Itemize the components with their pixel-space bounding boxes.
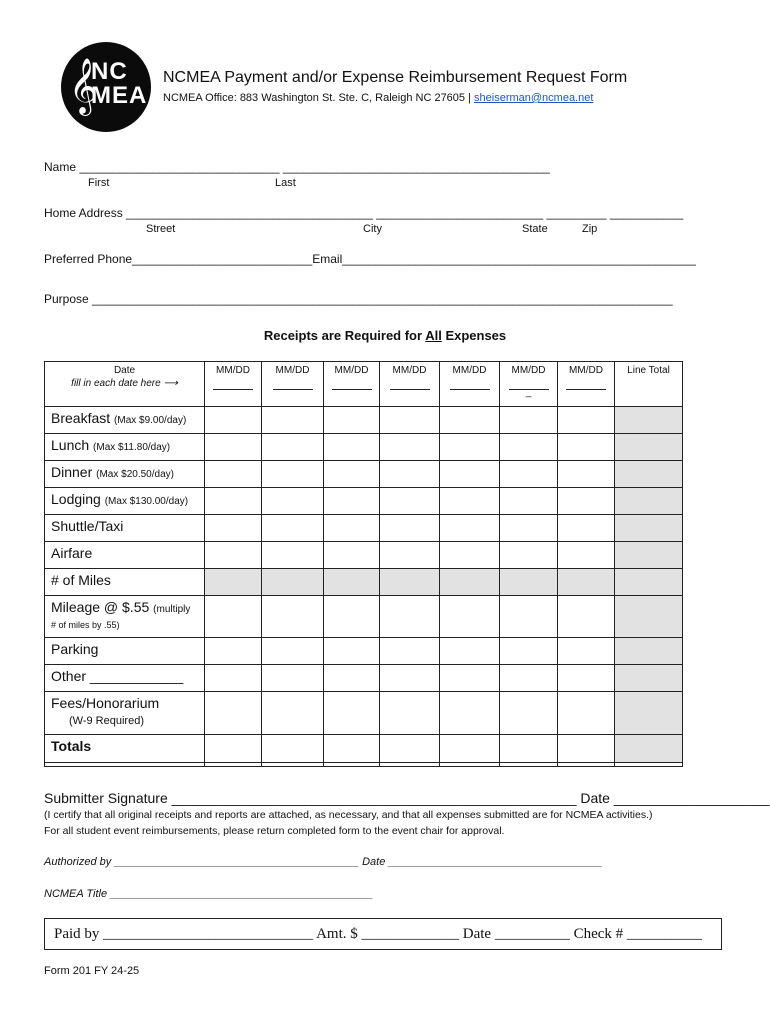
cell[interactable] (380, 638, 440, 665)
logo-text-mea: MEA (91, 82, 148, 109)
line-total-cell (615, 434, 683, 461)
row-label-mileage (45, 596, 205, 638)
row-note: (multiply (153, 604, 191, 615)
date-col-7[interactable] (558, 362, 615, 407)
fill-hint-text: fill in each date here (71, 378, 161, 389)
table-row (45, 665, 683, 692)
state-label: State (522, 223, 548, 235)
cell[interactable] (558, 488, 615, 515)
cell (558, 763, 615, 767)
cell[interactable] (380, 488, 440, 515)
date-col-5[interactable] (440, 362, 500, 407)
row-label: Mileage @ $.55 (51, 599, 150, 615)
cell[interactable] (262, 488, 324, 515)
office-address: NCMEA Office: 883 Washington St. Ste. C, Raleigh NC 27605 | (163, 92, 471, 104)
cell[interactable] (500, 638, 558, 665)
row-label-dinner (45, 461, 205, 488)
row-label-shuttle: Shuttle/Taxi (45, 515, 205, 542)
cell[interactable] (205, 407, 262, 434)
line-total-cell (615, 515, 683, 542)
cell[interactable] (262, 461, 324, 488)
cell[interactable] (500, 692, 558, 735)
first-label: First (88, 177, 110, 189)
cell[interactable] (440, 407, 500, 434)
payment-box (44, 918, 722, 950)
last-label: Last (275, 177, 296, 189)
line-total-cell (615, 407, 683, 434)
name-field[interactable]: Name ______________________________ ________________________________________ (44, 160, 550, 174)
line-total-cell (615, 569, 683, 596)
cell[interactable] (262, 665, 324, 692)
cell[interactable] (500, 665, 558, 692)
logo-text-nc: NC (91, 58, 128, 85)
form-title: NCMEA Payment and/or Expense Reimbursement Request Form (163, 69, 628, 86)
date-col-3[interactable] (324, 362, 380, 407)
row-note-2: (W-9 Required) (69, 715, 144, 727)
cell[interactable] (380, 665, 440, 692)
total-cell[interactable] (558, 735, 615, 763)
table-header-row (45, 362, 683, 407)
cell[interactable] (558, 434, 615, 461)
cell[interactable] (500, 488, 558, 515)
cell (380, 763, 440, 767)
date-header-cell (45, 362, 205, 407)
cell[interactable] (558, 638, 615, 665)
purpose-field[interactable]: Purpose _______________________________________________________________________________________ (44, 292, 673, 306)
line-total-cell (615, 692, 683, 735)
total-cell[interactable] (324, 735, 380, 763)
cell[interactable] (440, 434, 500, 461)
cell[interactable] (440, 515, 500, 542)
row-label-fees (45, 692, 205, 735)
table-row (45, 638, 683, 665)
cell (440, 763, 500, 767)
row-label-miles: # of Miles (45, 569, 205, 596)
mmdd-label: MM/DD (392, 365, 427, 376)
cell[interactable] (380, 569, 440, 596)
ncmea-logo (61, 42, 151, 132)
row-label-parking: Parking (45, 638, 205, 665)
line-total-cell (615, 461, 683, 488)
table-row (45, 515, 683, 542)
form-number: Form 201 FY 24-25 (44, 965, 140, 977)
row-note: (Max $11.80/day) (93, 442, 171, 453)
table-row (45, 569, 683, 596)
row-label-totals: Totals (45, 735, 205, 763)
cell[interactable] (262, 434, 324, 461)
mmdd-label: MM/DD (511, 365, 546, 376)
cell[interactable] (324, 596, 380, 638)
office-info (163, 92, 593, 104)
cell[interactable] (500, 542, 558, 569)
row-note-2: # of miles by .55) (51, 620, 120, 630)
mmdd-label: MM/DD (216, 365, 250, 376)
cell[interactable] (440, 488, 500, 515)
cell[interactable] (205, 461, 262, 488)
cell (615, 763, 683, 767)
row-note: (Max $20.50/day) (96, 469, 174, 480)
cell[interactable] (380, 461, 440, 488)
date-col-4[interactable] (380, 362, 440, 407)
arrow-right-icon: ⟶ (163, 378, 178, 389)
cell[interactable] (205, 434, 262, 461)
cell[interactable] (500, 515, 558, 542)
mmdd-label: MM/DD (334, 365, 369, 376)
line-total-cell (615, 542, 683, 569)
cell (205, 763, 262, 767)
table-row (45, 596, 683, 638)
table-row (45, 692, 683, 735)
cell[interactable] (262, 596, 324, 638)
cell[interactable] (205, 515, 262, 542)
line-total-cell (615, 665, 683, 692)
cell[interactable] (500, 461, 558, 488)
cell[interactable] (558, 596, 615, 638)
cell[interactable] (380, 542, 440, 569)
cell[interactable] (440, 638, 500, 665)
extra-underscore: _ (525, 387, 532, 398)
cell[interactable] (500, 434, 558, 461)
table-row (45, 434, 683, 461)
cell[interactable] (500, 407, 558, 434)
cell[interactable] (558, 407, 615, 434)
cell[interactable] (500, 569, 558, 596)
date-col-6[interactable] (500, 362, 558, 407)
cell[interactable] (558, 515, 615, 542)
expense-table (44, 361, 683, 767)
row-label: Lunch (51, 437, 90, 453)
row-note: (Max $130.00/day) (104, 496, 189, 507)
cell[interactable] (440, 596, 500, 638)
row-label-airfare: Airfare (45, 542, 205, 569)
student-text: For all student event reimbursements, please return completed form to the event chair for approval. (44, 825, 505, 837)
grand-total-cell (615, 735, 683, 763)
cell[interactable] (205, 488, 262, 515)
mmdd-label: MM/DD (569, 365, 603, 376)
street-label: Street (146, 223, 176, 235)
cell[interactable] (324, 638, 380, 665)
cell[interactable] (324, 488, 380, 515)
receipts-heading-post: Expenses (441, 328, 507, 343)
payment-text[interactable]: Paid by ____________________________ Amt. $ _____________ Date __________ Check # __________ (54, 926, 702, 942)
total-cell[interactable] (262, 735, 324, 763)
total-cell[interactable] (500, 735, 558, 763)
cell[interactable] (205, 542, 262, 569)
line-total-cell (615, 638, 683, 665)
cell[interactable] (324, 407, 380, 434)
table-row (45, 407, 683, 434)
cell[interactable] (205, 638, 262, 665)
row-label-other[interactable]: Other ____________ (45, 665, 205, 692)
cell[interactable] (324, 515, 380, 542)
submitter-signature-field[interactable]: Submitter Signature ____________________________________________________ Date ____________________ (44, 790, 770, 806)
certify-text: (I certify that all original receipts and reports are attached, as necessary, and that all expenses submitted are for NCMEA activities.) (44, 809, 653, 821)
city-label: City (363, 223, 382, 235)
receipts-heading (0, 328, 770, 343)
receipts-heading-pre: Receipts are Required for (263, 328, 426, 343)
row-label: Fees/Honorarium (51, 695, 160, 711)
email-link[interactable]: sheiserman@ncmea.net (474, 92, 594, 104)
home-address-field[interactable]: Home Address _____________________________________ _________________________ _________ ___________ (44, 206, 684, 220)
authorized-by-field[interactable]: Authorized by ________________________________________ Date ___________________________________ (44, 856, 603, 868)
cell[interactable] (324, 665, 380, 692)
ncmea-title-field[interactable]: NCMEA Title ___________________________________________ (44, 888, 374, 900)
mmdd-label: MM/DD (275, 365, 310, 376)
cell[interactable] (558, 542, 615, 569)
table-row (45, 461, 683, 488)
cell[interactable] (324, 542, 380, 569)
cell[interactable] (324, 569, 380, 596)
cell[interactable] (558, 569, 615, 596)
line-total-header: Line Total (615, 362, 683, 407)
row-label-lodging (45, 488, 205, 515)
date-col-2[interactable] (262, 362, 324, 407)
cell[interactable] (380, 434, 440, 461)
cell[interactable] (440, 461, 500, 488)
cell (500, 763, 558, 767)
totals-row (45, 735, 683, 763)
cell[interactable] (262, 515, 324, 542)
table-row (45, 488, 683, 515)
line-total-cell (615, 596, 683, 638)
cell[interactable] (262, 569, 324, 596)
row-label: Breakfast (51, 410, 111, 426)
cell (262, 763, 324, 767)
table-bottom-row (45, 763, 683, 767)
zip-label: Zip (582, 223, 598, 235)
treble-clef-icon: 𝄞 (69, 58, 98, 114)
cell[interactable] (324, 434, 380, 461)
cell[interactable] (205, 665, 262, 692)
cell[interactable] (205, 596, 262, 638)
cell[interactable] (324, 692, 380, 735)
cell[interactable] (262, 692, 324, 735)
cell[interactable] (558, 665, 615, 692)
cell[interactable] (380, 407, 440, 434)
phone-email-field[interactable]: Preferred Phone___________________________Email_____________________________________________________ (44, 252, 696, 266)
total-cell[interactable] (380, 735, 440, 763)
cell[interactable] (380, 692, 440, 735)
cell[interactable] (500, 596, 558, 638)
cell (324, 763, 380, 767)
fill-hint (45, 378, 204, 389)
cell[interactable] (262, 638, 324, 665)
date-header: Date (113, 365, 136, 376)
cell[interactable] (324, 461, 380, 488)
table-row (45, 542, 683, 569)
row-label-lunch (45, 434, 205, 461)
row-note: (Max $9.00/day) (114, 415, 187, 426)
row-label-breakfast (45, 407, 205, 434)
receipts-heading-all: All (425, 328, 442, 343)
cell[interactable] (440, 542, 500, 569)
cell[interactable] (558, 692, 615, 735)
total-cell[interactable] (205, 735, 262, 763)
cell[interactable] (262, 407, 324, 434)
cell[interactable] (440, 569, 500, 596)
cell[interactable] (380, 515, 440, 542)
cell[interactable] (558, 461, 615, 488)
line-total-cell (615, 488, 683, 515)
row-label: Lodging (51, 491, 101, 507)
row-label: Dinner (51, 464, 93, 480)
cell[interactable] (205, 692, 262, 735)
cell[interactable] (262, 542, 324, 569)
cell[interactable] (440, 665, 500, 692)
mmdd-label: MM/DD (452, 365, 487, 376)
total-cell[interactable] (440, 735, 500, 763)
cell (45, 763, 205, 767)
cell[interactable] (380, 596, 440, 638)
cell[interactable] (440, 692, 500, 735)
date-col-1[interactable] (205, 362, 262, 407)
cell[interactable] (205, 569, 262, 596)
